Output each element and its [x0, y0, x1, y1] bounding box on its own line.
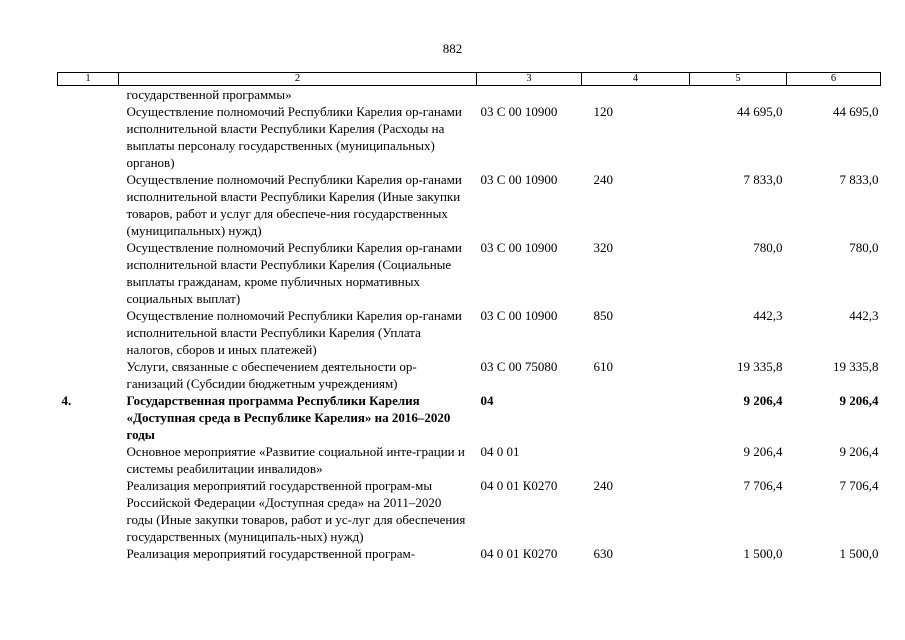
amount-2017-cell: 1 500,0: [743, 546, 783, 561]
column-header-3: 3: [477, 73, 582, 86]
expense-type-cell: 320: [593, 240, 613, 255]
row-number-cell: 4.: [61, 393, 72, 408]
expense-type-cell: [582, 86, 690, 104]
amount-2017-cell: 7 833,0: [743, 172, 783, 187]
amount-2017-cell: 7 706,4: [743, 478, 783, 493]
row-number-cell: [58, 239, 119, 307]
description-cell: Осуществление полномочий Республики Карелия ор-ганами исполнительной власти Республики Карелия (Расходы на выплаты персоналу государственных (муниципальных) органов): [126, 104, 462, 170]
description-cell: Реализация мероприятий государственной програм-: [126, 546, 416, 561]
table-row: [58, 358, 881, 392]
page-number: 882: [442, 41, 463, 56]
expense-type-cell: [582, 443, 690, 477]
expense-type-cell: 850: [593, 308, 613, 323]
table-body: [58, 86, 881, 563]
table-row: [58, 443, 881, 477]
amount-2018-cell: 19 335,8: [833, 359, 879, 374]
expense-type-cell: 610: [593, 359, 613, 374]
table-row: [58, 103, 881, 171]
classification-code-cell: 04 0 01 К0270: [480, 478, 558, 493]
classification-code-cell: 03 С 00 10900: [480, 172, 558, 187]
budget-table: [57, 72, 881, 562]
header-row: [58, 73, 881, 86]
amount-2018-cell: [787, 86, 881, 104]
description-cell: Основное мероприятие «Развитие социальной инте-грации и системы реабилитации инвалидов»: [126, 444, 465, 476]
description-cell: Осуществление полномочий Республики Карелия ор-ганами исполнительной власти Республики Карелия (Социальные выплаты гражданам, кроме публичных нормативных социальных выплат): [126, 240, 462, 306]
description-cell: Услуги, связанные с обеспечением деятельности ор-ганизаций (Субсидии бюджетным учреждениям): [126, 359, 417, 391]
expense-type-cell: 630: [593, 546, 613, 561]
table-row: [58, 239, 881, 307]
amount-2017-cell: 9 206,4: [743, 393, 783, 408]
classification-code-cell: 03 С 00 10900: [480, 104, 558, 119]
amount-2018-cell: 7 706,4: [839, 478, 879, 493]
description-cell: Осуществление полномочий Республики Карелия ор-ганами исполнительной власти Республики Карелия (Уплата налогов, сборов и иных платежей): [126, 308, 462, 357]
expense-type-cell: 240: [593, 478, 613, 493]
row-number-cell: [58, 477, 119, 545]
table-row: [58, 392, 881, 443]
column-header-1: 1: [58, 73, 119, 86]
row-number-cell: [58, 171, 119, 239]
classification-code-cell: [477, 86, 582, 104]
row-number-cell: [58, 103, 119, 171]
table-row: [58, 545, 881, 562]
column-header-5: 5: [690, 73, 787, 86]
column-header-6: 6: [787, 73, 881, 86]
amount-2018-cell: 442,3: [849, 308, 879, 323]
column-header-2: 2: [119, 73, 477, 86]
expense-type-cell: [582, 392, 690, 443]
row-number-cell: [58, 358, 119, 392]
amount-2017-cell: 19 335,8: [737, 359, 783, 374]
amount-2018-cell: 9 206,4: [839, 444, 879, 459]
amount-2018-cell: 44 695,0: [833, 104, 879, 119]
classification-code-cell: 04 0 01 К0270: [480, 546, 558, 561]
row-number-cell: [58, 86, 119, 104]
description-cell: государственной программы»: [126, 87, 292, 102]
table-row: [58, 307, 881, 358]
table-row: [58, 171, 881, 239]
table-row: [58, 86, 881, 104]
classification-code-cell: 04 0 01: [480, 444, 520, 459]
classification-code-cell: 03 С 00 10900: [480, 240, 558, 255]
amount-2017-cell: 9 206,4: [743, 444, 783, 459]
amount-2018-cell: 7 833,0: [839, 172, 879, 187]
row-number-cell: [58, 307, 119, 358]
amount-2017-cell: [690, 86, 787, 104]
row-number-cell: [58, 545, 119, 562]
classification-code-cell: 03 С 00 10900: [480, 308, 558, 323]
description-cell: Осуществление полномочий Республики Карелия ор-ганами исполнительной власти Республики Карелия (Иные закупки товаров, работ и услуг для обеспече-ния государственных (муниципальных) нужд): [126, 172, 462, 238]
column-header-4: 4: [582, 73, 690, 86]
table-header: [58, 73, 881, 86]
amount-2017-cell: 780,0: [753, 240, 783, 255]
classification-code-cell: 04: [480, 393, 494, 408]
expense-type-cell: 120: [593, 104, 613, 119]
amount-2017-cell: 442,3: [753, 308, 783, 323]
amount-2018-cell: 1 500,0: [839, 546, 879, 561]
expense-type-cell: 240: [593, 172, 613, 187]
amount-2018-cell: 780,0: [849, 240, 879, 255]
amount-2018-cell: 9 206,4: [839, 393, 879, 408]
row-number-cell: [58, 443, 119, 477]
table-row: [58, 477, 881, 545]
classification-code-cell: 03 С 00 75080: [480, 359, 558, 374]
description-cell: Государственная программа Республики Карелия «Доступная среда в Республике Карелия» на 2016–2020 годы: [126, 393, 451, 442]
amount-2017-cell: 44 695,0: [737, 104, 783, 119]
description-cell: Реализация мероприятий государственной програм-мы Российской Федерации «Доступная среда» на 2011–2020 годы (Иные закупки товаров, работ и ус-луг для обеспечения государственных (муниципаль-ных) нужд): [126, 478, 466, 544]
